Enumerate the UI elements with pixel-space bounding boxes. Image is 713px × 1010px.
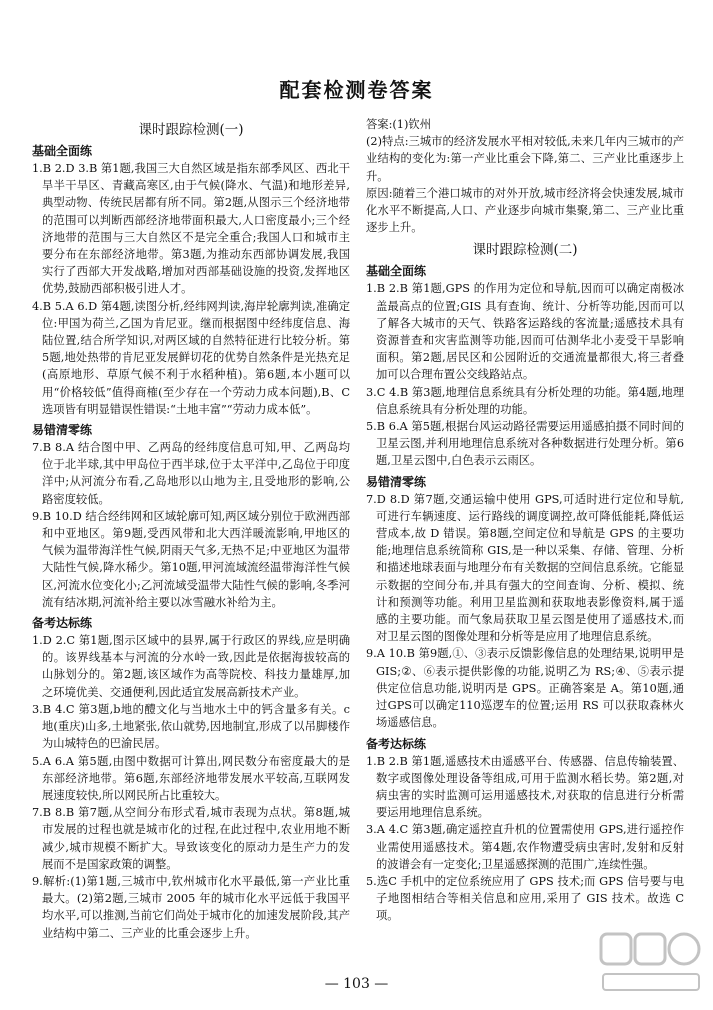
page-title: 配套检测卷答案 <box>279 78 434 102</box>
page-number: — 103 — <box>324 976 389 992</box>
answer-paragraph: 7.B 8.A 结合图中甲、乙两岛的经纬度信息可知,甲、乙两岛均位于北半球,其中甲岛位于西半球,位于太平洋中,乙岛位于印度洋中;从河流分布看,乙岛地形以山地为主,且受地形的影响,公路密度较低。 <box>32 441 350 506</box>
section-subtitle-2: 课时跟踪检测(二) <box>472 242 578 259</box>
section-subtitle-1: 课时跟踪检测(一) <box>138 122 244 138</box>
answer-paragraph: 原因:随着三个港口城市的对外开放,城市经济将会快速发展,城市化水平不断提高,人口、产业逐步向城市集聚,第二、三产业比重逐步上升。 <box>366 186 684 235</box>
answer-paragraph: 9.解析:(1)第1题,三城市中,钦州城市化水平最低,第一产业比重最大。(2)第2题,三城市 2005 年的城市化水平远低于我国平均水平,可以推测,当前它们尚处于城市化的加速发展阶段,其产业结构中第二、三产业的比重会逐步上升。 <box>32 874 350 940</box>
answer-paragraph: 1.B 2.B 第1题,遥感技术由遥感平台、传感器、信息传输装置、数字或图像处理设备等组成,可用于监测水稻长势。第2题,对病虫害的实时监测可运用遥感技术,对获取的信息进行分析需要运用地理信息系统。 <box>366 754 684 820</box>
answer-paragraph: 7.D 8.D 第7题,交通运输中使用 GPS,可适时进行定位和导航,可进行车辆速度、运行路线的调度调控,故可降低能耗,降低运营成本,故 D 错误。第8题,空间定位和导航是 GPS 的主要功能;地理信息系统简称 GIS,是一种以采集、存储、管理、分析和描述地球表面与地理分布有关数据的空间信息系统。它能显示数据的空间分布,并具有强大的空间查询、分析、模拟、统计和预测等功能。利用卫星监测和获取地表影像资料,属于遥感的主要功能。而气象局获取卫星云图是使用了遥感技术,而对卫星云图的图像处理和分析等是应用了地理信息系统。 <box>366 492 684 644</box>
answer-paragraph: 5.A 6.A 第5题,由图中数据可计算出,网民数分布密度最大的是东部经济地带。第6题,东部经济地带发展水平较高,互联网发展速度较快,所以网民所占比重较大。 <box>32 754 350 802</box>
answer-paragraph: 7.B 8.B 第7题,从空间分布形式看,城市表现为点状。第8题,城市发展的过程也就是城市化的过程,在此过程中,农业用地不断减少,城市规模不断扩大。导致该变化的原动力是生产力的发展而不是国家政策的调整。 <box>32 806 350 871</box>
answer-paragraph: 1.B 2.B 第1题,GPS 的作用为定位和导航,因而可以确定南极冰盖最高点的位置;GIS 具有查询、统计、分析等功能,因而可以了解各大城市的天气、铁路客运路线的客流量;遥感技术具有资源普查和灾害监测等功能,因而可估测华北小麦受干旱影响面积。第2题,居民区和公园附近的交通流量都很大,将三者叠加可以合理布置公交线路站点。 <box>366 282 684 382</box>
heading-error-1: 易错清零练 <box>32 423 93 438</box>
heading-exam-1: 备考达标练 <box>32 616 93 631</box>
answer-paragraph: 9.B 10.D 结合经纬网和区域轮廓可知,两区域分别位于欧洲西部和中亚地区。第9题,受西风带和北大西洋暖流影响,甲地区的气候为温带海洋性气候,阴雨天气多,无热不足;中亚地区为温带大陆性气候,降水稀少。第10题,甲河流域流经温带海洋性气候区,河流水位变化小;乙河流域受温带大陆性气候的影响,冬季河流有结冰期,河流补给主要以冰雪融水补给为主。 <box>32 509 350 609</box>
answer-paragraph: 5.选C 手机中的定位系统应用了 GPS 技术;而 GPS 信号要与电子地图相结合等相关信息和应用,采用了 GIS 技术。故选 C 项。 <box>366 874 684 923</box>
answer-paragraph: 3.A 4.C 第3题,确定遥控直升机的位置需使用 GPS,进行遥控作业需使用遥感技术。第4题,农作物遭受病虫害时,发射和反射的波谱会有一定变化;卫星遥感探测的范围广,连续性强。 <box>366 823 684 871</box>
answer-paragraph: 4.B 5.A 6.D 第4题,读图分析,经纬网判读,海岸轮廓判读,准确定位:甲国为荷兰,乙国为肯尼亚。继而根据图中经纬度信息、海陆位置,结合所学知识,对两区域的自然特征进行比较分析。第5题,地处热带的肯尼亚发展鲜切花的优势自然条件是光热充足(高原地形、草原气候不利于水稻种植)。第6题,本小题可以用“价格较低”值得商榷(至少存在一个劳动力成本问题),B、C选项皆有明显错误性错误:“土地丰富”“劳动力成本低”。 <box>32 299 350 416</box>
answer-paragraph: 5.B 6.A 第5题,根据台风运动路径需要运用遥感拍摄不同时间的卫星云图,并利用地理信息系统对各种数据进行处理分析。第6题,卫星云图中,白色表示云雨区。 <box>366 420 684 468</box>
answer-paragraph: 答案:(1)钦州 <box>366 118 431 131</box>
answer-paragraph: 9.A 10.B 第9题,①、③表示反馈影像信息的处理结果,说明甲是 GIS;②、⑥表示提供影像的功能,说明乙为 RS;④、⑤表示提供定位信息功能,说明丙是 GPS。正确答案是 A。第10题,通过GPS可以确定110巡逻车的位置;运用 RS 可以获取森林火场遥感信息。 <box>366 647 684 730</box>
heading-basic-1: 基础全面练 <box>32 144 93 158</box>
watermark-logo <box>599 930 703 996</box>
answer-paragraph: 1.D 2.C 第1题,图示区域中的县界,属于行政区的界线,应是明确的。该界线基本与河流的分水岭一致,因此是依据海拔较高的山脉划分的。第2题,该区域作为高等院校、科技力量雄厚,加之环境优美、交通便利,因此适宜发展高新技术产业。 <box>32 634 350 699</box>
left-column <box>32 116 350 942</box>
heading-basic-2: 基础全面练 <box>366 264 427 279</box>
answer-paragraph: 1.B 2.D 3.B 第1题,我国三大自然区域是指东部季风区、西北干旱半干旱区、青藏高寒区,由于气候(降水、气温)和地形差异,典型动物、传统民居都有所不同。第2题,从图示三个经济地带的范围可以判断西部经济地带面积最大,人口密度最小;三个经济地带的范围与三大自然区不是完全重合;我国人口和城市主要分布在东部经济地带。第3题,为推动东西部协调发展,我国实行了西部大开发战略,增加对西部基础设施的投资,发挥地区优势,鼓励西部积极引进人才。 <box>32 162 350 296</box>
answer-paragraph: 3.C 4.B 第3题,地理信息系统具有分析处理的功能。第4题,地理信息系统具有分析处理的功能。 <box>366 385 684 416</box>
answer-paragraph: 3.B 4.C 第3题,b地的醴文化与当地水土中的钙含量多有关。c地(重庆)山多,土地紧张,依山就势,因地制宜,形成了以吊脚楼作为山城特色的巴渝民居。 <box>32 702 350 751</box>
heading-exam-2: 备考达标练 <box>366 736 427 751</box>
right-column <box>366 116 684 925</box>
heading-error-2: 易错清零练 <box>366 474 427 489</box>
answer-paragraph: (2)特点:三城市的经济发展水平相对较低,未来几年内三城市的产业结构的变化为:第一产业比重会下降,第二、三产业比重逐步上升。 <box>366 135 684 183</box>
